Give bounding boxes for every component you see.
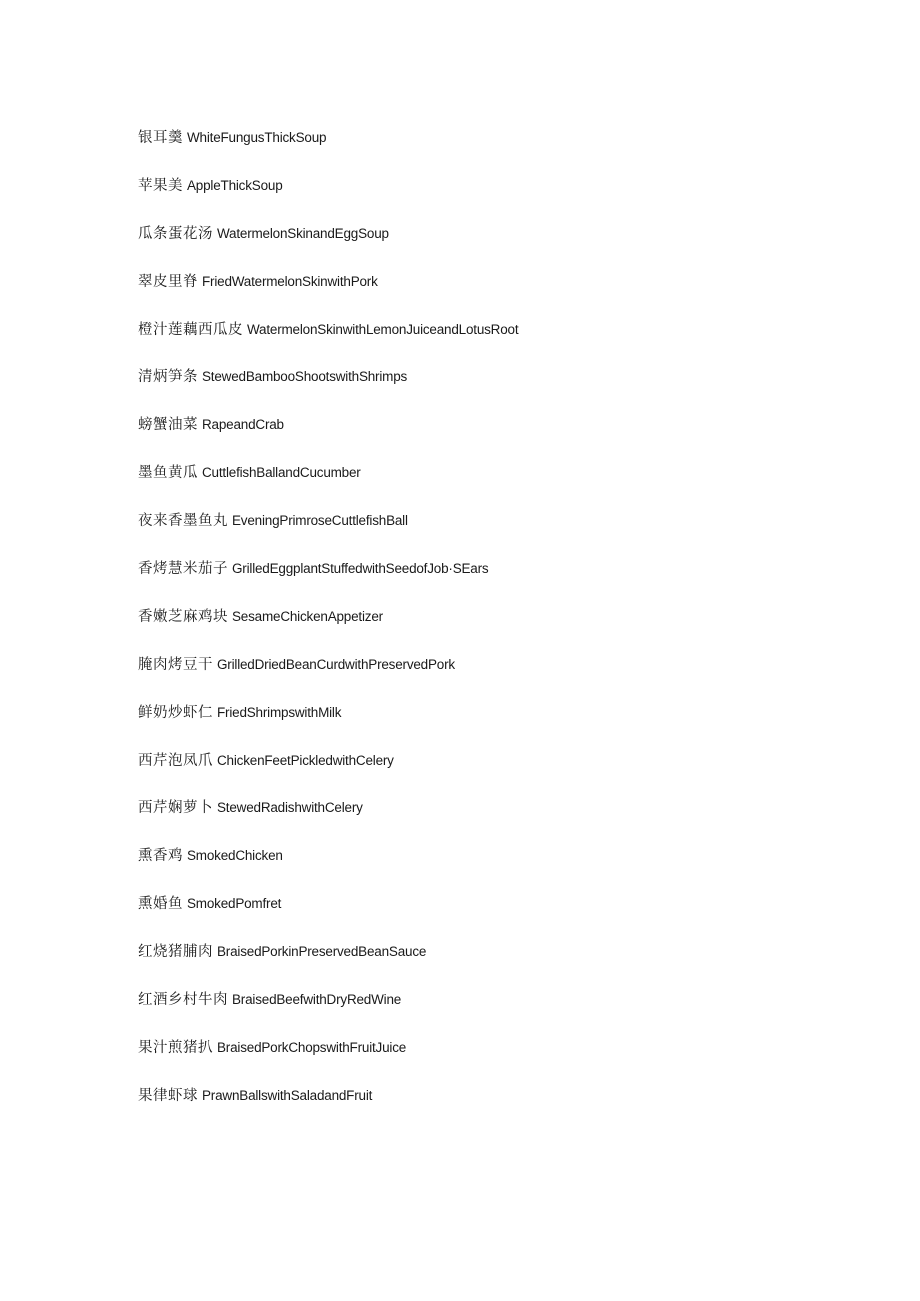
dish-name-chinese: 夜来香墨鱼丸 <box>138 513 228 530</box>
menu-item <box>138 604 518 652</box>
menu-item <box>138 556 518 604</box>
menu-item <box>138 412 518 460</box>
dish-name-chinese: 鲜奶炒虾仁 <box>138 704 213 721</box>
menu-item <box>138 508 518 556</box>
dish-name-english: WatermelonSkinandEggSoup <box>217 225 389 241</box>
menu-item <box>138 700 518 748</box>
dish-name-english: StewedBambooShootswithShrimps <box>202 369 408 385</box>
dish-name-chinese: 腌肉烤豆干 <box>138 656 213 673</box>
dish-name-chinese: 香嫩芝麻鸡块 <box>138 608 228 625</box>
dish-name-english: WhiteFungusThickSoup <box>187 130 327 145</box>
menu-item <box>138 125 518 173</box>
menu-item <box>138 843 518 891</box>
dish-name-chinese: 清炳笋条 <box>138 369 198 386</box>
dish-name-chinese: 红烧猪脯肉 <box>138 944 213 961</box>
dish-name-english: BraisedBeefwithDryRedWine <box>232 992 402 1008</box>
menu-item <box>138 1035 518 1083</box>
dish-name-chinese: 熏香鸡 <box>138 848 183 865</box>
dish-name-chinese: 果律虾球 <box>138 1087 198 1104</box>
menu-item <box>138 652 518 700</box>
dish-name-chinese: 瓜条蛋花汤 <box>138 225 213 242</box>
dish-name-chinese: 银耳羹 <box>138 130 183 146</box>
dish-name-english: SmokedPomfret <box>187 896 282 912</box>
menu-item <box>138 460 518 508</box>
dish-name-english: ChickenFeetPickledwithCelery <box>217 752 394 768</box>
menu-item <box>138 269 518 317</box>
menu-item <box>138 173 518 221</box>
menu-item <box>138 317 518 365</box>
dish-name-english: BraisedPorkinPreservedBeanSauce <box>217 944 427 960</box>
menu-list <box>138 125 518 1131</box>
dish-name-english: PrawnBallswithSaladandFruit <box>202 1087 373 1103</box>
menu-item <box>138 1083 518 1131</box>
menu-item <box>138 364 518 412</box>
dish-name-english: BraisedPorkChopswithFruitJuice <box>217 1039 407 1055</box>
dish-name-english: SmokedChicken <box>187 848 283 864</box>
dish-name-english: FriedWatermelonSkinwithPork <box>202 273 378 289</box>
dish-name-english: StewedRadishwithCelery <box>217 800 363 816</box>
dish-name-english: RapeandCrab <box>202 417 284 433</box>
dish-name-english: EveningPrimroseCuttlefishBall <box>232 513 408 529</box>
dish-name-english: CuttlefishBallandCucumber <box>202 465 361 481</box>
dish-name-chinese: 苹果美 <box>138 177 183 194</box>
dish-name-english: WatermelonSkinwithLemonJuiceandLotusRoot <box>247 321 519 337</box>
dish-name-chinese: 香烤慧米茄子 <box>138 561 228 578</box>
dish-name-chinese: 西芹泡凤爪 <box>138 752 213 769</box>
menu-item <box>138 939 518 987</box>
dish-name-english: FriedShrimpswithMilk <box>217 704 342 720</box>
menu-item <box>138 748 518 796</box>
menu-item <box>138 795 518 843</box>
menu-item <box>138 987 518 1035</box>
dish-name-chinese: 西芹娴萝卜 <box>138 800 213 817</box>
menu-item <box>138 221 518 269</box>
dish-name-chinese: 红酒乡村牛肉 <box>138 992 228 1009</box>
dish-name-chinese: 橙汁莲藕西瓜皮 <box>138 321 243 338</box>
dish-name-chinese: 果汁煎猪扒 <box>138 1039 213 1056</box>
dish-name-english: GrilledEggplantStuffedwithSeedofJob·SEars <box>232 561 489 577</box>
dish-name-chinese: 翠皮里脊 <box>138 273 198 290</box>
menu-item <box>138 891 518 939</box>
dish-name-english: SesameChickenAppetizer <box>232 608 383 624</box>
dish-name-chinese: 螃蟹油菜 <box>138 417 198 434</box>
dish-name-english: GrilledDriedBeanCurdwithPreservedPork <box>217 656 455 672</box>
dish-name-chinese: 熏婚鱼 <box>138 896 183 913</box>
dish-name-english: AppleThickSoup <box>187 177 283 193</box>
dish-name-chinese: 墨鱼黄瓜 <box>138 465 198 482</box>
